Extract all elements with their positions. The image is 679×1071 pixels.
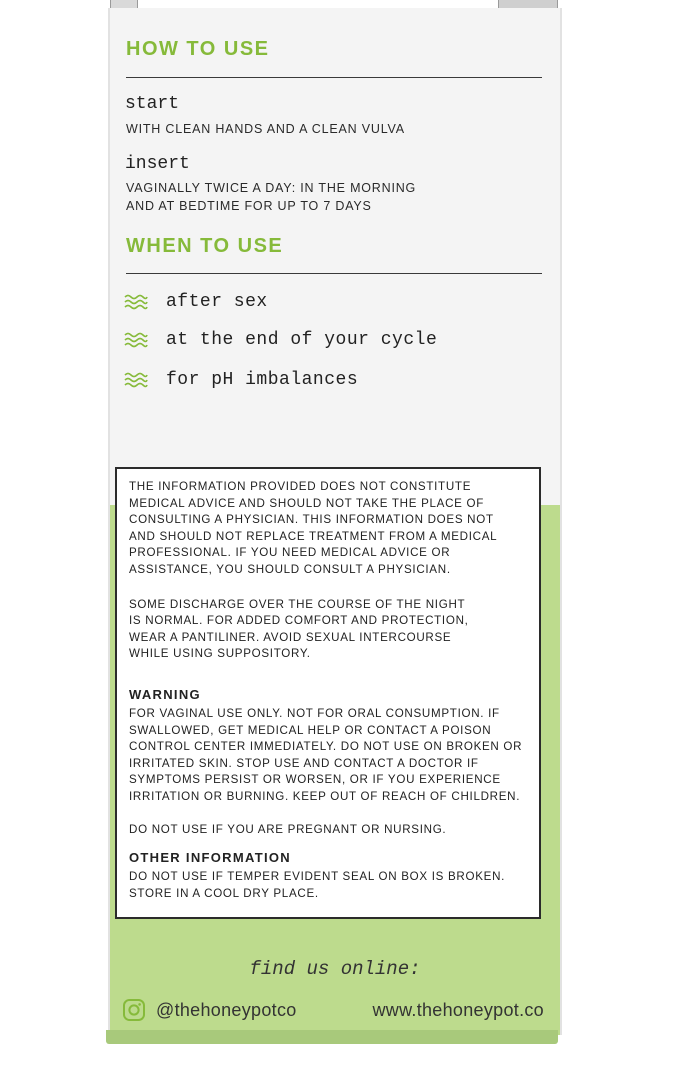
box-bottom-edge xyxy=(106,1030,558,1044)
when-item-label: at the end of your cycle xyxy=(166,330,438,350)
wave-icon xyxy=(124,331,148,349)
wave-icon xyxy=(124,371,148,389)
divider xyxy=(126,273,542,274)
step-insert-head: insert xyxy=(125,154,190,174)
discharge-line: WHILE USING SUPPOSITORY. xyxy=(129,647,311,661)
when-item-label: for pH imbalances xyxy=(166,370,359,390)
disclaimer-line: MEDICAL ADVICE AND SHOULD NOT TAKE THE PLACE OF xyxy=(129,496,485,510)
warning-line: FOR VAGINAL USE ONLY. NOT FOR ORAL CONSUMPTION. IF xyxy=(129,706,500,720)
disclaimer-line: PROFESSIONAL. IF YOU NEED MEDICAL ADVICE OR xyxy=(129,546,451,560)
warning-title: WARNING xyxy=(129,686,201,702)
pregnant-warning: DO NOT USE IF YOU ARE PREGNANT OR NURSING. xyxy=(129,822,447,836)
step-start-text: WITH CLEAN HANDS AND A CLEAN VULVA xyxy=(126,122,405,136)
when-to-use-title: WHEN TO USE xyxy=(126,235,284,257)
when-item-label: after sex xyxy=(166,292,268,312)
website-url: www.thehoneypot.co xyxy=(372,1000,544,1020)
find-us-online: find us online: xyxy=(249,958,421,980)
when-item-ph-imbalances xyxy=(124,368,358,392)
warning-line: SYMPTOMS PERSIST OR WORSEN, OR IF YOU EXPERIENCE xyxy=(129,773,501,787)
discharge-line: SOME DISCHARGE OVER THE COURSE OF THE NIGHT xyxy=(129,597,466,611)
warning-line: CONTROL CENTER IMMEDIATELY. DO NOT USE ON BROKEN OR xyxy=(129,740,523,754)
instagram-handle-row xyxy=(122,998,297,1022)
other-information-line: DO NOT USE IF TEMPER EVIDENT SEAL ON BOX IS BROKEN. xyxy=(129,870,506,884)
disclaimer-line: AND SHOULD NOT REPLACE TREATMENT FROM A MEDICAL xyxy=(129,529,498,543)
warning-line: IRRITATED SKIN. STOP USE AND CONTACT A DOCTOR IF xyxy=(129,756,479,770)
divider xyxy=(126,77,542,78)
other-information-line: STORE IN A COOL DRY PLACE. xyxy=(129,886,319,900)
discharge-line: IS NORMAL. FOR ADDED COMFORT AND PROTECTION, xyxy=(129,614,469,628)
how-to-use-title: HOW TO USE xyxy=(126,38,270,60)
when-item-end-of-cycle xyxy=(124,328,437,352)
step-insert-text-1: VAGINALLY TWICE A DAY: IN THE MORNING xyxy=(126,181,417,195)
warning-line: IRRITATION OR BURNING. KEEP OUT OF REACH OF CHILDREN. xyxy=(129,789,521,803)
when-item-after-sex xyxy=(124,290,268,314)
product-box-panel xyxy=(108,8,562,1035)
instagram-handle: @thehoneypotco xyxy=(156,999,297,1020)
disclaimer-line: ASSISTANCE, YOU SHOULD CONSULT A PHYSICIAN. xyxy=(129,562,451,576)
discharge-line: WEAR A PANTILINER. AVOID SEXUAL INTERCOURSE xyxy=(129,630,452,644)
warning-line: SWALLOWED, GET MEDICAL HELP OR CONTACT A POISON xyxy=(129,723,492,737)
step-start-head: start xyxy=(125,94,180,114)
disclaimer-box xyxy=(115,467,541,919)
other-information-title: OTHER INFORMATION xyxy=(129,850,291,866)
disclaimer-line: CONSULTING A PHYSICIAN. THIS INFORMATION DOES NOT xyxy=(129,513,494,527)
disclaimer-line: THE INFORMATION PROVIDED DOES NOT CONSTITUTE xyxy=(129,480,472,493)
wave-icon xyxy=(124,293,148,311)
step-insert-text-2: AND AT BEDTIME FOR UP TO 7 DAYS xyxy=(126,199,372,213)
instagram-icon xyxy=(122,998,146,1022)
